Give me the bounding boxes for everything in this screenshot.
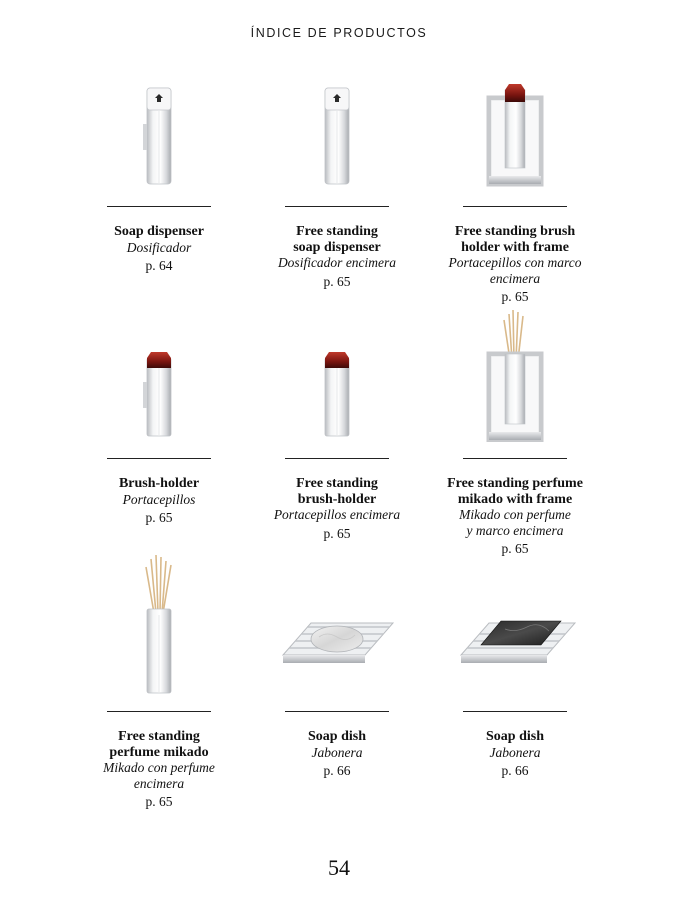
soap-dispenser-icon: [59, 80, 259, 190]
perfume-mikado-frame-icon: [415, 308, 615, 442]
product-name-en: Free standing brush-holder: [296, 476, 378, 507]
product-name-en: Soap dish: [486, 729, 544, 744]
product-name-es: Jabonera: [311, 744, 363, 760]
divider: [463, 711, 567, 712]
product-page-ref: p. 65: [501, 541, 529, 556]
soap-dish-black-icon: [415, 605, 615, 695]
product-page-ref: p. 65: [145, 510, 173, 525]
product-name-es: Jabonera: [489, 744, 541, 760]
product-caption: [405, 476, 625, 557]
product-name-es: Dosificador encimera: [277, 255, 397, 270]
divider: [285, 206, 389, 207]
product-name-en: Free standing brush holder with frame: [454, 224, 576, 255]
product-name-en: Free standing perfume mikado with frame: [447, 476, 583, 507]
product-name-es: Mikado con perfume encimera: [103, 760, 215, 791]
product-name-en: Free standing soap dispenser: [293, 224, 381, 255]
brush-holder-frame-icon: [415, 80, 615, 190]
divider: [107, 458, 211, 459]
product-page-ref: p. 66: [323, 763, 351, 778]
product-caption: [405, 729, 625, 779]
brush-holder-icon: [59, 332, 259, 442]
page-title: ÍNDICE DE PRODUCTOS: [250, 26, 428, 40]
divider: [107, 711, 211, 712]
divider: [285, 711, 389, 712]
divider: [285, 458, 389, 459]
divider: [463, 206, 567, 207]
product-page-ref: p. 65: [145, 794, 173, 809]
product-caption: [405, 224, 625, 305]
perfume-mikado-icon: [59, 553, 259, 695]
product-name-en: Soap dispenser: [114, 224, 204, 239]
product-name-es: Portacepillos: [122, 491, 196, 507]
product-name-es: Mikado con perfume y marco encimera: [459, 507, 571, 538]
product-name-en: Brush-holder: [118, 476, 200, 491]
product-name-es: Portacepillos encimera: [273, 507, 401, 522]
divider: [107, 206, 211, 207]
product-name-en: Free standing perfume mikado: [109, 729, 209, 760]
product-page-ref: p. 65: [501, 289, 529, 304]
product-page-ref: p. 64: [145, 258, 173, 273]
product-page-ref: p. 65: [323, 525, 351, 541]
free-standing-brush-holder-icon: [237, 332, 437, 442]
divider: [463, 458, 567, 459]
product-page-ref: p. 66: [501, 763, 529, 778]
product-name-en: Soap dish: [308, 729, 366, 744]
free-standing-soap-dispenser-icon: [237, 80, 437, 190]
product-name-es: Dosificador: [126, 239, 192, 255]
page-number: 54: [328, 855, 350, 880]
product-page-ref: p. 65: [323, 273, 351, 289]
product-name-es: Portacepillos con marco encimera: [448, 255, 582, 286]
soap-dish-white-icon: [237, 605, 437, 695]
